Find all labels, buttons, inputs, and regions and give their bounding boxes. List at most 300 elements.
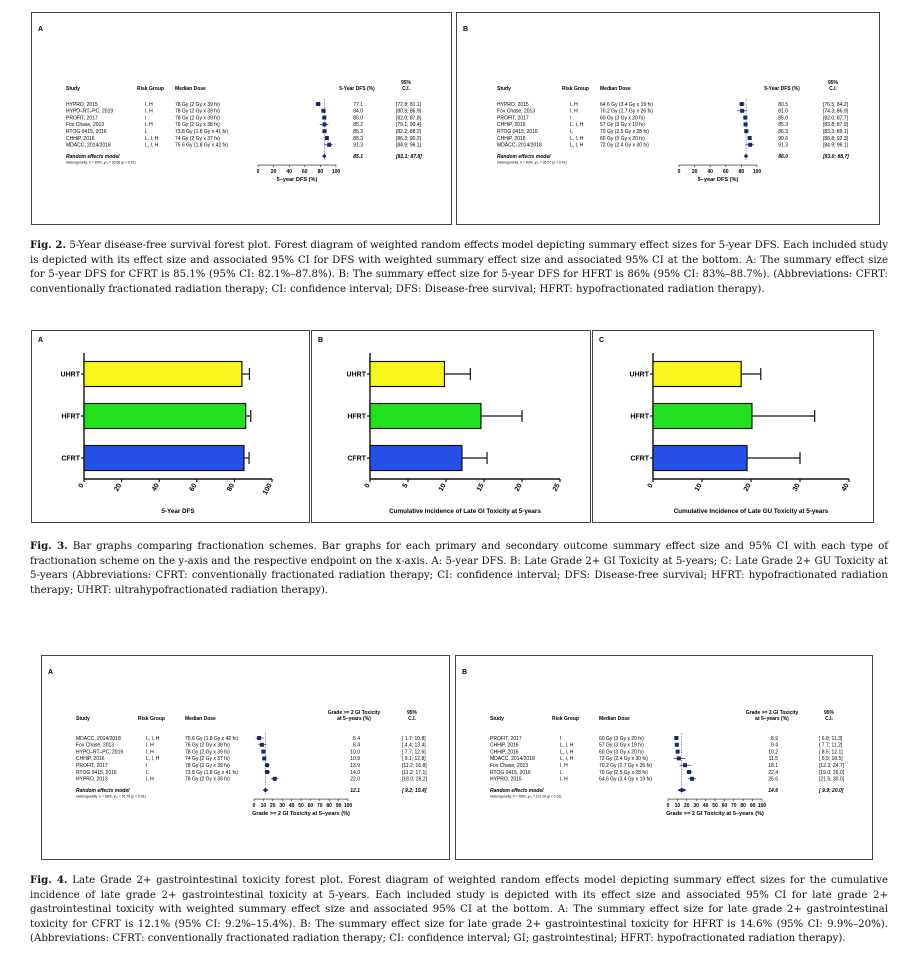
summary-diamond: [677, 788, 686, 792]
x-tick-label: 80: [226, 482, 237, 493]
header-risk-group: Risk Group: [552, 716, 579, 722]
x-tick-label: 60: [188, 482, 199, 493]
fig4-panel-b: [455, 655, 873, 860]
row-median-dose: 72 Gy (2.4 Gy x 30 fx): [599, 756, 648, 763]
heterogeneity-text: Heterogeneity: I² = 85%, χ²₆ = 39.66 (p < 0.01): [66, 160, 136, 165]
header-effect: at 5–years (%): [337, 716, 371, 722]
row-risk-group: L, I, H: [560, 749, 574, 756]
row-estimate-marker: [748, 136, 752, 140]
row-median-dose: 78 Gy (2 Gy x 39 fx): [175, 101, 220, 108]
row-estimate-marker: [316, 102, 320, 106]
row-ci-text: [86.3; 90.2]: [396, 135, 422, 142]
fig3-panel-b: [311, 330, 591, 523]
row-study: RTOG 0415, 2016: [66, 129, 107, 135]
row-effect-value: 85.3: [778, 122, 788, 129]
x-axis-title: Grade >= 2 GI Toxicity at 5–years (%): [666, 811, 764, 818]
summary-ci-text: [ 9.2; 15.4]: [402, 787, 427, 794]
row-effect-value: 10.0: [350, 749, 360, 756]
row-effect-value: 9.4: [771, 742, 778, 749]
row-ci-text: [ 7.7; 12.6]: [402, 749, 426, 756]
row-effect-value: 85.0: [778, 115, 788, 122]
panel-label: A: [48, 669, 54, 676]
row-median-dose: 74 Gy (2 Gy x 37 fx): [185, 756, 230, 763]
row-ci-text: [82.0; 87.7]: [823, 115, 849, 122]
bar-hfrt: [84, 404, 246, 429]
row-estimate-marker: [273, 777, 277, 781]
row-median-dose: 73.8 Gy (1.8 Gy x 41 fx): [175, 129, 229, 135]
row-study: CHHiP, 2016: [490, 749, 519, 756]
x-tick-label: 5: [401, 482, 410, 490]
x-tick-label: 60: [302, 169, 308, 176]
header-ci: 95%: [827, 80, 839, 86]
row-study: Fox Chase, 2013: [66, 122, 105, 129]
row-ci-text: [72.8; 81.1]: [396, 101, 422, 108]
fig2-panel-a: [31, 12, 452, 225]
row-median-dose: 70 Gy (2.5 Gy x 28 fx): [600, 129, 649, 135]
x-tick-label: 40: [840, 482, 851, 493]
header-effect: 5-Year DFS (%): [764, 86, 800, 92]
row-estimate-marker: [261, 750, 265, 754]
header-study: Study: [76, 716, 90, 722]
row-median-dose: 78 Gy (2 Gy x 39 fx): [185, 776, 230, 783]
row-effect-value: 90.6: [778, 135, 788, 142]
row-ci-text: [18.0; 26.2]: [402, 776, 428, 783]
fig4a-forest-plot: [42, 656, 451, 861]
summary-diamond: [744, 154, 748, 158]
row-ci-text: [ 9.1; 12.8]: [402, 756, 426, 763]
fig2-caption: [30, 238, 888, 297]
row-median-dose: 64.6 Gy (3.4 Gy x 19 fx): [599, 776, 653, 783]
y-tick-label: CFRT: [347, 455, 366, 463]
x-tick-label: 0: [363, 482, 372, 490]
header-ci: 95%: [400, 80, 412, 86]
row-effect-value: 91.3: [778, 142, 788, 149]
row-study: Fox Chase, 2013: [490, 763, 529, 769]
row-study: CHHiP, 2016: [497, 122, 526, 129]
panel-label: A: [38, 337, 44, 344]
heterogeneity-text: Heterogeneity: I² = 83%, χ²₆ = 35.57 (p < 0.01): [497, 160, 567, 165]
row-risk-group: L, I, H: [570, 135, 584, 142]
x-tick-label: 0: [252, 803, 256, 810]
header-effect: at 5–years (%): [755, 716, 789, 722]
row-study: HYPO–RT–PC, 2019: [76, 749, 124, 756]
x-tick-label: 100: [331, 169, 341, 176]
row-risk-group: I, H: [145, 108, 153, 115]
x-tick-label: 0: [77, 482, 86, 490]
row-ci-text: [83.8; 87.9]: [823, 122, 849, 129]
row-study: PROFIT, 2017: [66, 115, 98, 122]
x-tick-label: 20: [684, 803, 690, 810]
x-tick-label: 30: [279, 803, 285, 810]
x-tick-label: 20: [742, 482, 753, 493]
row-risk-group: L, I, H: [560, 742, 574, 749]
header-ci: 95%: [406, 710, 418, 716]
row-median-dose: 64.6 Gy (3.4 Gy x 19 fx): [600, 101, 654, 108]
bar-cfrt: [653, 446, 747, 471]
row-study: Fox Chase, 2013: [497, 108, 536, 115]
summary-effect-value: 86.0: [778, 153, 788, 160]
row-effect-value: 85.2: [353, 122, 363, 129]
row-effect-value: 80.5: [778, 101, 788, 108]
row-study: PROFIT, 2017: [490, 735, 522, 742]
header-median-dose: Median Dose: [599, 716, 630, 722]
row-risk-group: I, H: [146, 776, 154, 783]
summary-ci-text: [83.0; 88.7]: [823, 153, 849, 160]
row-risk-group: L: [145, 129, 148, 135]
bar-cfrt: [370, 446, 462, 471]
row-study: HYPO–RT–PC, 2019: [66, 108, 114, 115]
y-tick-label: CFRT: [61, 455, 80, 463]
fig2-panel-b: [456, 12, 880, 225]
fig3-panel-c: [592, 330, 874, 523]
panel-label: B: [318, 337, 324, 344]
row-ci-text: [80.9; 86.9]: [396, 108, 422, 115]
x-tick-label: 40: [288, 803, 295, 810]
summary-label: Random effects model: [66, 153, 120, 160]
row-effect-value: 22.4: [768, 769, 778, 776]
row-median-dose: 57 Gy (3 Gy x 19 fx): [600, 122, 645, 129]
row-risk-group: L, I, H: [570, 142, 584, 149]
x-tick-label: 10: [260, 803, 267, 810]
row-study: CHHiP, 2016: [490, 742, 519, 749]
fig2b-forest-plot: [457, 13, 881, 226]
row-risk-group: I: [145, 115, 147, 122]
row-median-dose: 70 Gy (2.5 Gy x 28 fx): [599, 769, 648, 776]
x-tick-label: 50: [298, 803, 304, 810]
row-ci-text: [ 5.9; 18.5]: [819, 756, 843, 763]
x-axis-title: Grade >= 2 GI Toxicity at 5–years (%): [252, 811, 350, 818]
row-median-dose: 75.6 Gy (1.8 Gy x 42 fx): [185, 735, 239, 742]
row-median-dose: 60 Gy (3 Gy x 20 fx): [599, 749, 644, 756]
fig2-caption-label: Fig. 2.: [30, 239, 67, 251]
row-risk-group: I, H: [145, 122, 153, 129]
row-effect-value: 8.4: [353, 742, 360, 749]
x-tick-label: 20: [270, 803, 276, 810]
x-tick-label: 60: [721, 803, 728, 810]
row-median-dose: 72 Gy (2.4 Gy x 30 fx): [600, 142, 649, 149]
row-effect-value: 18.1: [768, 763, 778, 769]
row-effect-value: 22.0: [350, 776, 360, 783]
fig4b-forest-plot: [456, 656, 874, 861]
row-ci-text: [ 1.7; 10.8]: [402, 735, 426, 742]
row-estimate-marker: [744, 122, 748, 126]
fig3-caption-label: Fig. 3.: [30, 540, 68, 552]
row-study: PROFIT, 2017: [76, 763, 108, 769]
header-ci: 95%: [823, 710, 835, 716]
row-effect-value: 85.0: [353, 115, 363, 122]
row-ci-text: [88.8; 92.3]: [823, 135, 849, 142]
row-effect-value: 11.5: [768, 756, 778, 763]
row-ci-text: [74.3; 86.9]: [823, 108, 849, 115]
fig4-caption-label: Fig. 4.: [30, 874, 68, 886]
x-tick-label: 10: [437, 482, 448, 493]
x-tick-label: 40: [150, 482, 161, 493]
fig3-caption-text: Bar graphs comparing fractionation schemes. Bar graphs for each primary and secondary outcome summary effect size and 95% CI with each type of fractionation scheme on the y-axis and the respective endpoint on the x-axis. A: 5-year DFS. B: Late Grade 2+ GI Toxicity at 5-years; C: Late Grade 2+ GU Toxicity at 5-years (Abbreviations: CFRT: conventionally fractionated radiation therapy; CI: confidence interval; DFS: Disease-free survival; HFRT: hypofractionated radiation therapy; UHRT: ultrahypofractionated radiation therapy).: [30, 541, 888, 596]
row-median-dose: 60 Gy (3 Gy x 20 fx): [599, 735, 644, 742]
row-estimate-marker: [262, 756, 266, 760]
x-tick-label: 80: [738, 169, 745, 176]
row-effect-value: 10.2: [768, 749, 778, 756]
row-ci-text: [11.2; 17.1]: [402, 769, 427, 776]
heterogeneity-text: Heterogeneity: I² = 88%, χ²₆ = 51.78 (p < 0.01): [76, 794, 146, 799]
y-tick-label: CFRT: [630, 455, 649, 463]
y-tick-label: UHRT: [60, 371, 80, 379]
row-risk-group: I, H: [146, 749, 154, 756]
y-tick-label: HFRT: [630, 413, 649, 421]
bar-uhrt: [653, 362, 741, 387]
summary-effect-value: 14.6: [768, 787, 778, 794]
row-effect-value: 10.9: [350, 756, 360, 763]
row-estimate-marker: [257, 736, 261, 740]
row-effect-value: 86.3: [778, 129, 788, 135]
y-tick-label: UHRT: [346, 371, 366, 379]
heterogeneity-text: Heterogeneity: I² = 95%, χ²₆ = 112.19 (p < 0.01): [490, 794, 562, 799]
x-tick-label: 15: [475, 482, 486, 493]
row-effect-value: 77.1: [353, 101, 363, 108]
row-ci-text: [19.0; 26.0]: [819, 769, 845, 776]
header-risk-group: Risk Group: [138, 716, 165, 722]
header-risk-group: Risk Group: [137, 86, 164, 92]
x-tick-label: 40: [286, 169, 292, 176]
row-study: CHHiP, 2016: [76, 756, 105, 763]
summary-diamond: [263, 788, 269, 792]
x-tick-label: 0: [677, 169, 681, 176]
row-estimate-marker: [676, 750, 680, 754]
row-effect-value: 13.9: [350, 763, 360, 769]
x-tick-label: 100: [343, 803, 353, 810]
bar-uhrt: [370, 362, 444, 387]
y-tick-label: UHRT: [629, 371, 649, 379]
x-tick-label: 90: [335, 803, 342, 810]
row-risk-group: L: [560, 769, 563, 776]
row-ci-text: [ 8.5; 12.1]: [819, 749, 843, 756]
row-median-dose: 78 Gy (2 Gy x 39 fx): [185, 749, 230, 756]
row-median-dose: 70.2 Gy (2.7 Gy x 26 fx): [600, 108, 654, 115]
row-risk-group: I, H: [146, 742, 154, 749]
row-estimate-marker: [740, 102, 744, 106]
row-risk-group: I, H: [560, 763, 568, 769]
row-study: CHHiP, 2016: [497, 135, 526, 142]
row-risk-group: L, I, H: [145, 142, 159, 149]
row-risk-group: L: [570, 129, 573, 135]
row-risk-group: L, I, H: [146, 756, 160, 763]
summary-diamond: [322, 154, 326, 158]
row-estimate-marker: [322, 109, 326, 113]
row-estimate-marker: [325, 136, 329, 140]
x-tick-label: 70: [317, 803, 323, 810]
header-median-dose: Median Dose: [185, 716, 216, 722]
row-estimate-marker: [260, 743, 264, 747]
header-risk-group: Risk Group: [562, 86, 589, 92]
row-ci-text: [83.3; 89.1]: [823, 129, 849, 135]
fig4-caption: [30, 873, 888, 947]
row-median-dose: 74 Gy (2 Gy x 37 fx): [175, 135, 220, 142]
row-estimate-marker: [743, 116, 747, 120]
row-estimate-marker: [322, 116, 326, 120]
panel-label: A: [38, 26, 44, 33]
x-tick-label: 100: [752, 169, 762, 176]
x-tick-label: 10: [674, 803, 681, 810]
x-tick-label: 100: [757, 803, 767, 810]
row-effect-value: 81.0: [778, 108, 788, 115]
row-effect-value: 85.3: [353, 129, 363, 135]
row-effect-value: 84.0: [353, 108, 363, 115]
x-axis-title: Cumulative Incidence of Late GI Toxicity at 5-years: [389, 508, 541, 515]
row-median-dose: 60 Gy (3 Gy x 20 fx): [600, 115, 645, 122]
header-effect: Grade >= 2 GI Toxicity: [745, 710, 799, 716]
row-risk-group: I, H: [560, 776, 568, 783]
header-ci: C.I.: [825, 716, 833, 722]
row-median-dose: 70.2 Gy (2.7 Gy x 26 fx): [599, 763, 653, 769]
row-median-dose: 60 Gy (3 Gy x 20 fx): [600, 135, 645, 142]
x-tick-label: 60: [723, 169, 729, 176]
panel-label: B: [462, 669, 468, 676]
panel-label: B: [463, 26, 469, 33]
summary-ci-text: [82.1; 87.8]: [396, 153, 422, 160]
header-effect: 5-Year DFS (%): [339, 86, 375, 92]
row-estimate-marker: [677, 756, 681, 760]
bar-cfrt: [84, 446, 244, 471]
bar-hfrt: [653, 404, 752, 429]
x-tick-label: 25: [551, 482, 562, 493]
row-risk-group: I: [570, 115, 572, 122]
row-risk-group: I, H: [570, 108, 578, 115]
x-tick-label: 100: [261, 482, 274, 497]
row-ci-text: [ 4.4; 13.4]: [402, 742, 426, 749]
x-tick-label: 20: [691, 169, 698, 176]
row-ci-text: [21.5; 30.0]: [819, 776, 845, 783]
fig4-caption-text: Late Grade 2+ gastrointestinal toxicity forest plot. Forest diagram of weighted random effects model depicting summary effect sizes for the cumulative incidence of late grade 2+ gastrointestinal toxicity at 5-years. Each included study is depicted with its effect size and associated 95% CI for late grade 2+ gastrointestinal toxicity with weighted summary effect size and associated 95% CI at the bottom. A: The summary effect size for late grade 2+ gastrointestinal toxicity for CFRT is 12.1% (95% CI: 9.2%–15.4%). B: The summary effect size for late grade 2+ gastrointestinal toxicity for HFRT is 14.6% (95% CI: 9.9%–20%). (Abbreviations: CFRT: conventionally fractionated radiation therapy; CI: confidence interval; GI; gastrointestinal; HFRT: hypofractionated radiation therapy).: [30, 875, 888, 944]
row-effect-value: 5.4: [353, 735, 360, 742]
y-tick-label: HFRT: [347, 413, 366, 421]
row-estimate-marker: [748, 143, 752, 147]
row-study: Fox Chase, 2013: [76, 742, 115, 749]
summary-label: Random effects model: [76, 787, 130, 794]
summary-label: Random effects model: [497, 153, 551, 160]
x-tick-label: 80: [740, 803, 746, 810]
row-ci-text: [ 6.8; 11.3]: [819, 735, 843, 742]
fig3-caption: [30, 539, 888, 598]
x-axis-title: 5–year DFS (%): [276, 177, 318, 184]
row-median-dose: 57 Gy (3 Gy x 19 fx): [599, 742, 644, 749]
header-ci: C.I.: [408, 716, 416, 722]
row-ci-text: [12.3; 24.7]: [819, 763, 845, 769]
x-tick-label: 60: [307, 803, 314, 810]
row-study: HYPRO, 2015: [497, 101, 529, 108]
row-risk-group: L, I, H: [145, 135, 159, 142]
x-tick-label: 70: [731, 803, 737, 810]
row-ci-text: [79.1; 90.4]: [396, 122, 422, 129]
fig3b-bar-chart: [312, 331, 592, 524]
x-tick-label: 50: [712, 803, 718, 810]
row-study: HYPRO, 2015: [66, 101, 98, 108]
row-ci-text: [76.5; 84.2]: [823, 101, 849, 108]
fig4-panel-a: [41, 655, 450, 860]
x-tick-label: 20: [270, 169, 277, 176]
x-tick-label: 0: [646, 482, 655, 490]
y-tick-label: HFRT: [61, 413, 80, 421]
fig3a-bar-chart: [32, 331, 311, 524]
fig2a-forest-plot: [32, 13, 453, 226]
row-median-dose: 78 Gy (2 Gy x 39 fx): [185, 763, 230, 769]
row-estimate-marker: [327, 143, 331, 147]
row-ci-text: [ 7.7; 11.2]: [819, 742, 843, 749]
row-median-dose: 76 Gy (2 Gy x 38 fx): [175, 122, 220, 129]
row-estimate-marker: [690, 777, 694, 781]
bar-hfrt: [370, 404, 481, 429]
header-study: Study: [497, 86, 511, 92]
fig2-caption-text: 5-Year disease-free survival forest plot. Forest diagram of weighted random effects model depicting summary effect sizes for 5-year DFS. Each included study is depicted with its effect size and associated 95% CI for DFS with weighted summary effect size and associated 95% CI at the bottom. A: The summary effect size for 5-year DFS for CFRT is 85.1% (95% CI: 82.1%–87.8%). B: The summary effect size for 5-year DFS for HFRT is 86% (95% CI: 83%–88.7%). (Abbreviations: CFRT: conventionally fractionated radiation therapy; CI: confidence interval; DFS: Disease-free survival; HFRT: hypofractionated radiation therapy).: [30, 240, 888, 295]
row-study: MDACC, 2014/2018: [76, 735, 121, 742]
x-tick-label: 40: [707, 169, 713, 176]
row-estimate-marker: [744, 129, 748, 133]
summary-effect-value: 12.1: [350, 787, 360, 794]
x-axis-title: 5–year DFS (%): [697, 177, 739, 184]
fig3-panel-a: [31, 330, 310, 523]
row-effect-value: 25.6: [768, 776, 778, 783]
panel-label: C: [599, 337, 605, 344]
row-ci-text: [84.9; 96.1]: [823, 142, 849, 149]
header-median-dose: Median Dose: [600, 86, 631, 92]
row-study: MDACC, 2014/2018: [497, 142, 542, 149]
row-estimate-marker: [740, 109, 744, 113]
row-risk-group: L, I, H: [560, 756, 574, 763]
x-axis-title: 5-Year DFS: [161, 508, 195, 515]
row-study: RTOG 0415, 2016: [497, 129, 538, 135]
row-risk-group: I, H: [570, 101, 578, 108]
row-median-dose: 78 Gy (2 Gy x 39 fx): [175, 115, 220, 122]
x-tick-label: 20: [513, 482, 524, 493]
header-effect: Grade >= 2 GI Toxicity: [327, 710, 381, 716]
row-study: RTOG 0415, 2016: [76, 769, 117, 776]
row-ci-text: [11.2; 16.8]: [402, 763, 427, 769]
x-tick-label: 90: [749, 803, 756, 810]
row-risk-group: L: [146, 769, 149, 776]
row-effect-value: 91.3: [353, 142, 363, 149]
row-effect-value: 8.9: [771, 735, 778, 742]
row-risk-group: I: [146, 763, 148, 769]
summary-label: Random effects model: [490, 787, 544, 794]
summary-ci-text: [ 9.9; 20.0]: [819, 787, 844, 794]
row-study: CHHiP, 2016: [66, 135, 95, 142]
row-study: HYPRO, 2013: [76, 776, 108, 783]
bar-uhrt: [84, 362, 242, 387]
row-study: RTOG 0415, 2016: [490, 769, 531, 776]
row-effect-value: 88.3: [353, 135, 363, 142]
row-estimate-marker: [323, 129, 327, 133]
row-median-dose: 76 Gy (2 Gy x 38 fx): [185, 742, 230, 749]
row-study: HYPRO, 2015: [490, 776, 522, 783]
row-estimate-marker: [683, 763, 687, 767]
row-study: MDACC, 2014/2018: [66, 142, 111, 149]
x-tick-label: 40: [702, 803, 709, 810]
x-axis-title: Cumulative Incidence of Late GU Toxicity at 5-years: [673, 508, 829, 515]
header-study: Study: [66, 86, 80, 92]
row-estimate-marker: [322, 122, 326, 126]
x-tick-label: 30: [693, 803, 699, 810]
row-estimate-marker: [265, 770, 269, 774]
header-median-dose: Median Dose: [175, 86, 206, 92]
header-ci: C.I.: [829, 86, 837, 92]
row-risk-group: L, I, H: [146, 735, 160, 742]
row-estimate-marker: [687, 770, 691, 774]
x-tick-label: 80: [317, 169, 324, 176]
row-estimate-marker: [265, 763, 269, 767]
row-study: MDACC, 2014/2018: [490, 756, 535, 763]
row-median-dose: 78 Gy (2 Gy x 39 fx): [175, 108, 220, 115]
row-risk-group: I: [560, 735, 562, 742]
row-effect-value: 14.0: [350, 769, 360, 776]
